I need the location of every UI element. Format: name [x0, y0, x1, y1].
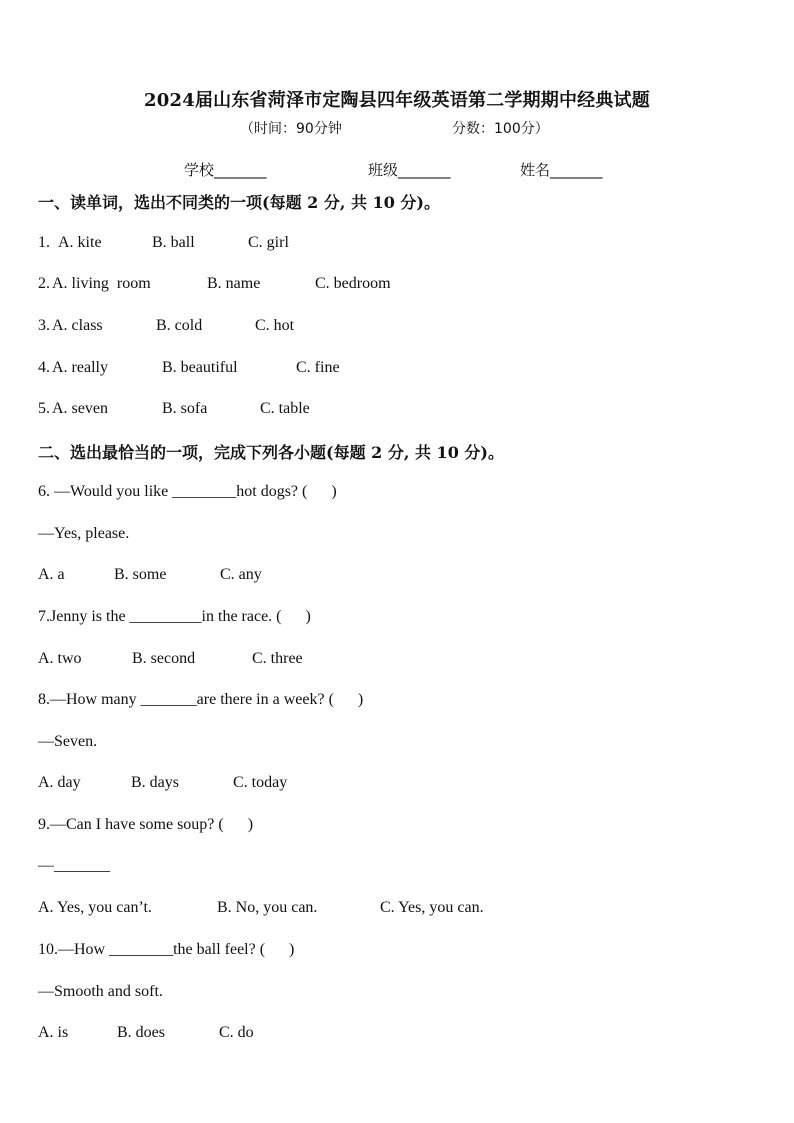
option-a: A. kite — [58, 234, 102, 251]
exam-score: 分数：100分） — [452, 121, 549, 137]
option-a: A. is — [38, 1024, 69, 1041]
question-number: 2. — [38, 275, 50, 292]
option-b: B. beautiful — [162, 359, 238, 376]
option-c: C. hot — [255, 317, 295, 334]
option-b: B. No, you can. — [217, 899, 318, 916]
question-reply: —Seven. — [38, 733, 98, 750]
option-b: B. second — [132, 650, 196, 667]
option-a: A. class — [52, 317, 103, 334]
question-stem: 8.—How many _______are there in a week? ( ) — [38, 691, 364, 708]
question-number: 1. — [38, 234, 54, 251]
question-reply: —_______ — [38, 857, 110, 874]
question-number: 4. — [38, 359, 50, 376]
question-reply: —Yes, please. — [38, 525, 130, 542]
school-field: 学校_______ — [184, 161, 267, 179]
question-stem: 7.Jenny is the _________in the race. ( ) — [38, 608, 311, 625]
option-a: A. a — [38, 566, 65, 583]
option-b: B. does — [117, 1024, 165, 1041]
question-stem: 10.—How ________the ball feel? ( ) — [38, 941, 295, 958]
option-c: C. table — [260, 400, 310, 417]
option-c: C. fine — [296, 359, 340, 376]
question-reply: —Smooth and soft. — [38, 983, 163, 1000]
page-title: 2024届山东省菏泽市定陶县四年级英语第二学期期中经典试题 — [144, 90, 650, 111]
option-b: B. some — [114, 566, 167, 583]
section-1-heading: 一、读单词，选出不同类的一项(每题 2 分, 共 10 分)。 — [38, 193, 440, 212]
question-stem: 9.—Can I have some soup? ( ) — [38, 816, 254, 833]
class-field: 班级_______ — [368, 161, 451, 179]
option-a: A. seven — [52, 400, 108, 417]
question-stem: 6. —Would you like ________hot dogs? ( ) — [38, 483, 337, 500]
option-c: C. any — [220, 566, 262, 583]
option-b: B. ball — [152, 234, 195, 251]
option-c: C. Yes, you can. — [380, 899, 484, 916]
option-b: B. days — [131, 774, 179, 791]
name-field: 姓名_______ — [520, 161, 603, 179]
exam-time: （时间：90分钟 — [240, 121, 342, 137]
option-a: A. two — [38, 650, 82, 667]
option-a: A. day — [38, 774, 81, 791]
section-2-heading: 二、选出最恰当的一项，完成下列各小题(每题 2 分, 共 10 分)。 — [38, 443, 504, 462]
option-c: C. girl — [248, 234, 289, 251]
question-number: 3. — [38, 317, 50, 334]
option-c: C. bedroom — [315, 275, 391, 292]
option-b: B. cold — [156, 317, 203, 334]
option-c: C. do — [219, 1024, 254, 1041]
option-c: C. three — [252, 650, 303, 667]
option-a: A. really — [52, 359, 108, 376]
option-a: A. living room — [52, 275, 151, 292]
question-number: 5. — [38, 400, 50, 417]
option-c: C. today — [233, 774, 288, 791]
option-a: A. Yes, you can’t. — [38, 899, 152, 916]
option-b: B. name — [207, 275, 261, 292]
option-b: B. sofa — [162, 400, 208, 417]
